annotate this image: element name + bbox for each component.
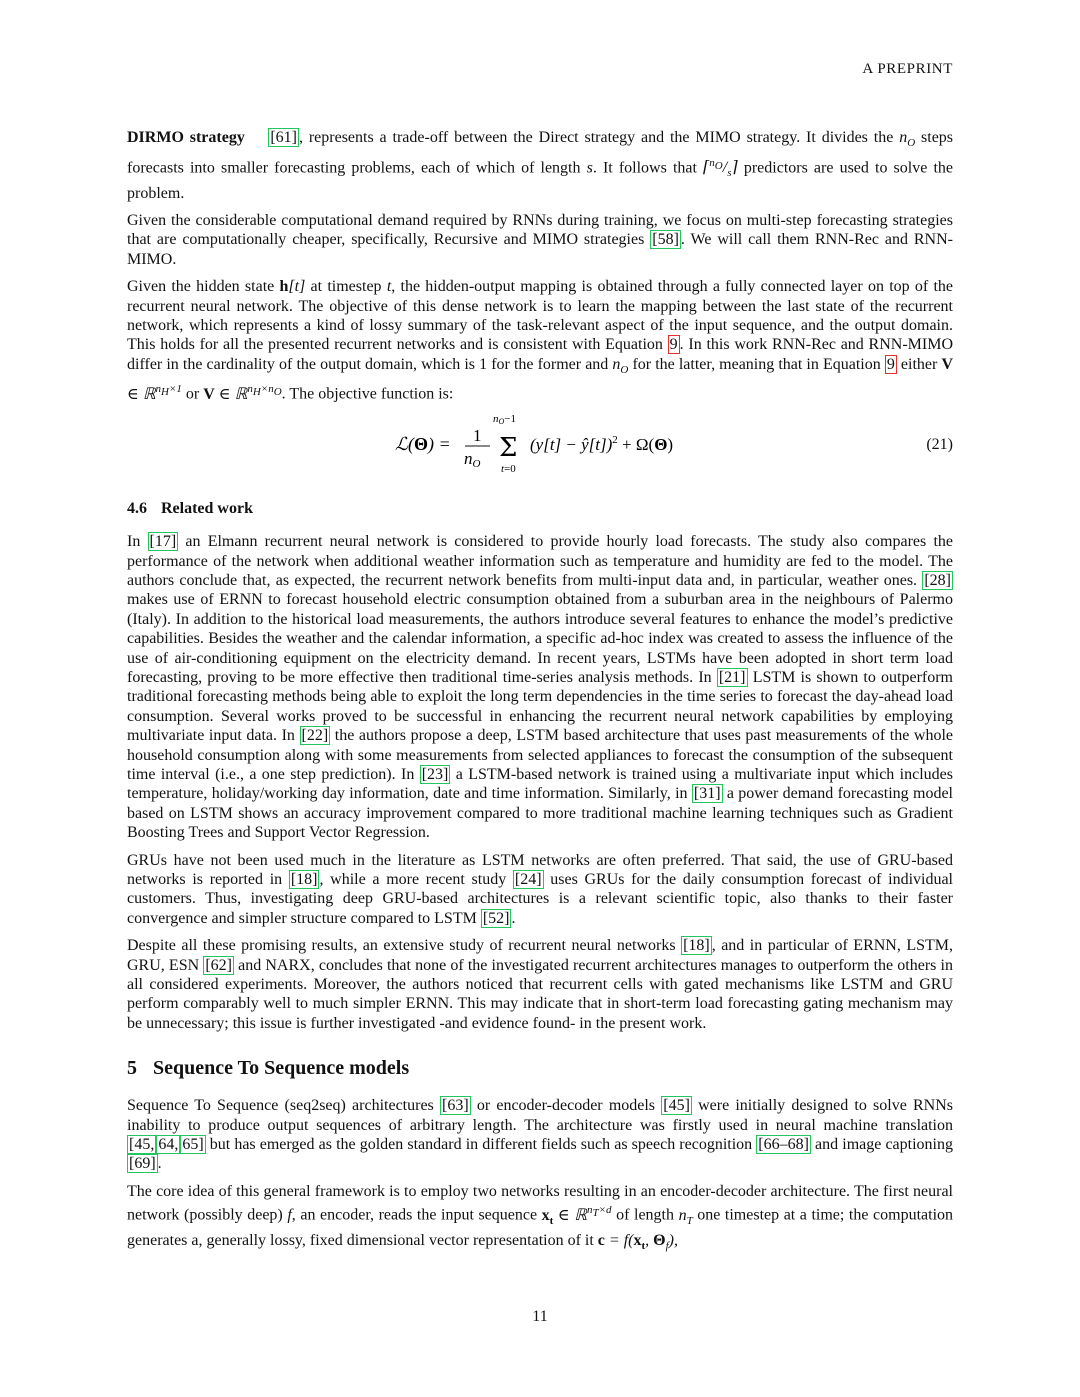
citation-link[interactable]: [63] bbox=[441, 1097, 469, 1115]
dirmo-paragraph: DIRMO strategy [61] , represents a trade-off between the Direct strategy and the MIMO strategy. It divides the $n_O$ steps forecasts into smaller forecasting problems, each of which of length s. It follows that $⌈^{n_O}/_s⌉$ predictors are used to solve the problem. bbox=[127, 129, 954, 202]
section-heading: 5 Sequence To Sequence models bbox=[127, 1057, 410, 1080]
equation-link[interactable]: 9 bbox=[669, 336, 678, 354]
citation-link[interactable]: [45] bbox=[663, 1097, 690, 1115]
running-header bbox=[862, 61, 953, 78]
citation-link[interactable]: [21] bbox=[718, 668, 746, 686]
citation-link[interactable]: [23] bbox=[421, 765, 449, 783]
citation-link[interactable]: [58] bbox=[652, 231, 679, 249]
citation-link[interactable]: [22] bbox=[301, 727, 329, 745]
svg-text:Σ: Σ bbox=[499, 433, 518, 464]
hidden-output-paragraph: Given the hidden state h[t] at timestep t, the hidden-output mapping is obtained through a fully connected layer on top of the recurrent neural network. The objective of this dense network is to learn the mapping between the last state of the recurrent network, which represents a kind of lossy summary of the task-relevant aspect of the input sequence, and the output domain. This holds for all the presented recurrent networks and is consistent with Equation 9 . In this work RNN-Rec and RNN-MIMO differ in the cardinality of the output domain, which is 1 for the former and $n_O$ for the latter, meaning that in Equation 9 either V ∈ ℝ$^{n_H\times 1}$ or V ∈ ℝ$^{n_H\times n_O}$. The objective function is: bbox=[127, 278, 954, 403]
related-work-paragraph: In [17] an Elmann recurrent neural network is considered to provide hourly load forecasts. The study also compares the performance of the network when additional weather information such as temperature and humidity are fed to the model. The authors conclude that, as expected, the recurrent network benefits from multi-input data and, in particular, weather ones. [28] makes use of ERNN to forecast household electric consumption obtained from a suburban area in the neighbours of Palermo (Italy). In addition to the historical load measurements, the authors introduce several features to enhance the model’s predictive capabilities. Besides the weather and the calendar information, a specific ad-hoc index was created to assess the influence of the use of air-conditioning equipment on the electricity demand. In recent years, LSTMs have been adopted in short term load forecasting, proving to be more effective then traditional time-series analysis methods. In [21] LSTM is shown to outperform traditional forecasting methods being able to exploit the long term dependencies in the time series to forecast the day-ahead load consumption. Several works proved to be successful in enhancing the recurrent neural network capabilities by employing multivariate input data. In [22] the authors propose a deep, LSTM based architecture that uses past measurements of the whole household consumption along with some measurements from selected appliances to forecast the consumption of the subsequent time interval (i.e., a one step prediction). In [23] a LSTM-based network is trained using a multivariate input which includes temperature, holiday/working day information, date and time information. Similarly, in [31] a power demand forecasting model based on LSTM shows an accuracy improvement compared to more traditional machine learning techniques such as Gradient Boosting Trees and Support Vector Regression. bbox=[127, 533, 954, 842]
equation-21 bbox=[127, 412, 953, 482]
section-heading: 4.6 Related work bbox=[127, 500, 253, 518]
equation-link[interactable]: 9 bbox=[886, 355, 895, 373]
citation-link[interactable]: [18] bbox=[683, 937, 710, 955]
strategy-paragraph: Given the considerable computational demand required by RNNs during training, we focus on multi-step forecasting strategies that are computationally cheaper, specifically, Recursive and MIMO strategies [58] . We will call them RNN-Rec and RNN-MIMO. bbox=[127, 211, 953, 268]
gru-paragraph: GRUs have not been used much in the literature as LSTM networks are often preferred. That said, the use of GRU-based networks is reported in [18] , while a more recent study [24] uses GRUs for the daily consumption forecast of individual customers. Thus, investigating deep GRU-based architectures is a relevant scientific topic, also thanks to their faster convergence and simpler structure compared to LSTM [52] . bbox=[127, 851, 953, 927]
citation-link[interactable]: [24] bbox=[514, 871, 542, 888]
citation-link[interactable]: [18] bbox=[290, 871, 318, 888]
citation-link[interactable]: [28] bbox=[924, 571, 951, 589]
svg-text:ℒ(Θ) =: ℒ(Θ) = bbox=[395, 434, 451, 455]
citation-link[interactable]: [69] bbox=[129, 1155, 156, 1173]
citation-link[interactable]: 64, bbox=[158, 1136, 179, 1154]
seq2seq-paragraph: Sequence To Sequence (seq2seq) architectures [63] or encoder-decoder models [45] were initially designed to solve RNNs inability to produce output sequences of arbitrary length. The architecture was firstly used in neural machine translation [45, 64, 65] but has emerged as the golden standard in different fields such as speech recognition [66–68] and image captioning [69] . bbox=[127, 1097, 954, 1173]
loss-formula bbox=[395, 412, 715, 482]
svg-text:(y[t] − ŷ[t])2 + Ω(Θ): (y[t] − ŷ[t])$^2$ + Ω(Θ) bbox=[530, 434, 674, 455]
svg-text:t=0: t=0 bbox=[501, 463, 516, 476]
citation-link[interactable]: [66–68] bbox=[758, 1136, 809, 1154]
citation-link[interactable]: [45, bbox=[129, 1136, 155, 1154]
header-label: A PREPRINT bbox=[862, 61, 953, 77]
citation-link[interactable]: [62] bbox=[205, 956, 232, 974]
svg-text:nO: nO bbox=[464, 449, 481, 471]
citation-link[interactable]: [17] bbox=[149, 533, 177, 551]
equation-number: (21) bbox=[926, 436, 953, 454]
citation-link[interactable]: [31] bbox=[693, 785, 721, 803]
citation-link[interactable]: [61] bbox=[270, 129, 297, 146]
svg-text:1: 1 bbox=[473, 426, 482, 446]
core-idea-paragraph: The core idea of this general framework is to employ two networks resulting in an encoder-decoder architecture. The first neural network (possibly deep) f, an encoder, reads the input sequence $x_t$ ∈ ℝ$^{n_T\times d}$ of length $n_T$ one timestep at a time; the computation generates a, generally lossy, fixed dimensional vector representation of it $c = f(x_t$, $\Theta_f$), bbox=[127, 1182, 954, 1253]
dirmo-lead: DIRMO strategy bbox=[127, 129, 245, 146]
page-number: 11 bbox=[532, 1308, 548, 1325]
citation-link[interactable]: [52] bbox=[482, 909, 510, 927]
svg-text:nO−1: nO−1 bbox=[493, 413, 516, 427]
study-paragraph: Despite all these promising results, an extensive study of recurrent neural networks [18] , and in particular of ERNN, LSTM, GRU, ESN [62] and NARX, concludes that none of the investigated recurrent architectures manages to outperform the others in all considered experiments. Moreover, the authors noticed that recurrent cells with gated mechanisms like LSTM and GRU perform comparably well to much simpler ERNN. This may indicate that in short-term load forecasting gating mechanism may be unnecessary; this issue is further investigated -and evidence found- in the present work. bbox=[127, 937, 953, 1032]
citation-link[interactable]: 65] bbox=[182, 1136, 204, 1154]
page-content bbox=[127, 128, 953, 1265]
